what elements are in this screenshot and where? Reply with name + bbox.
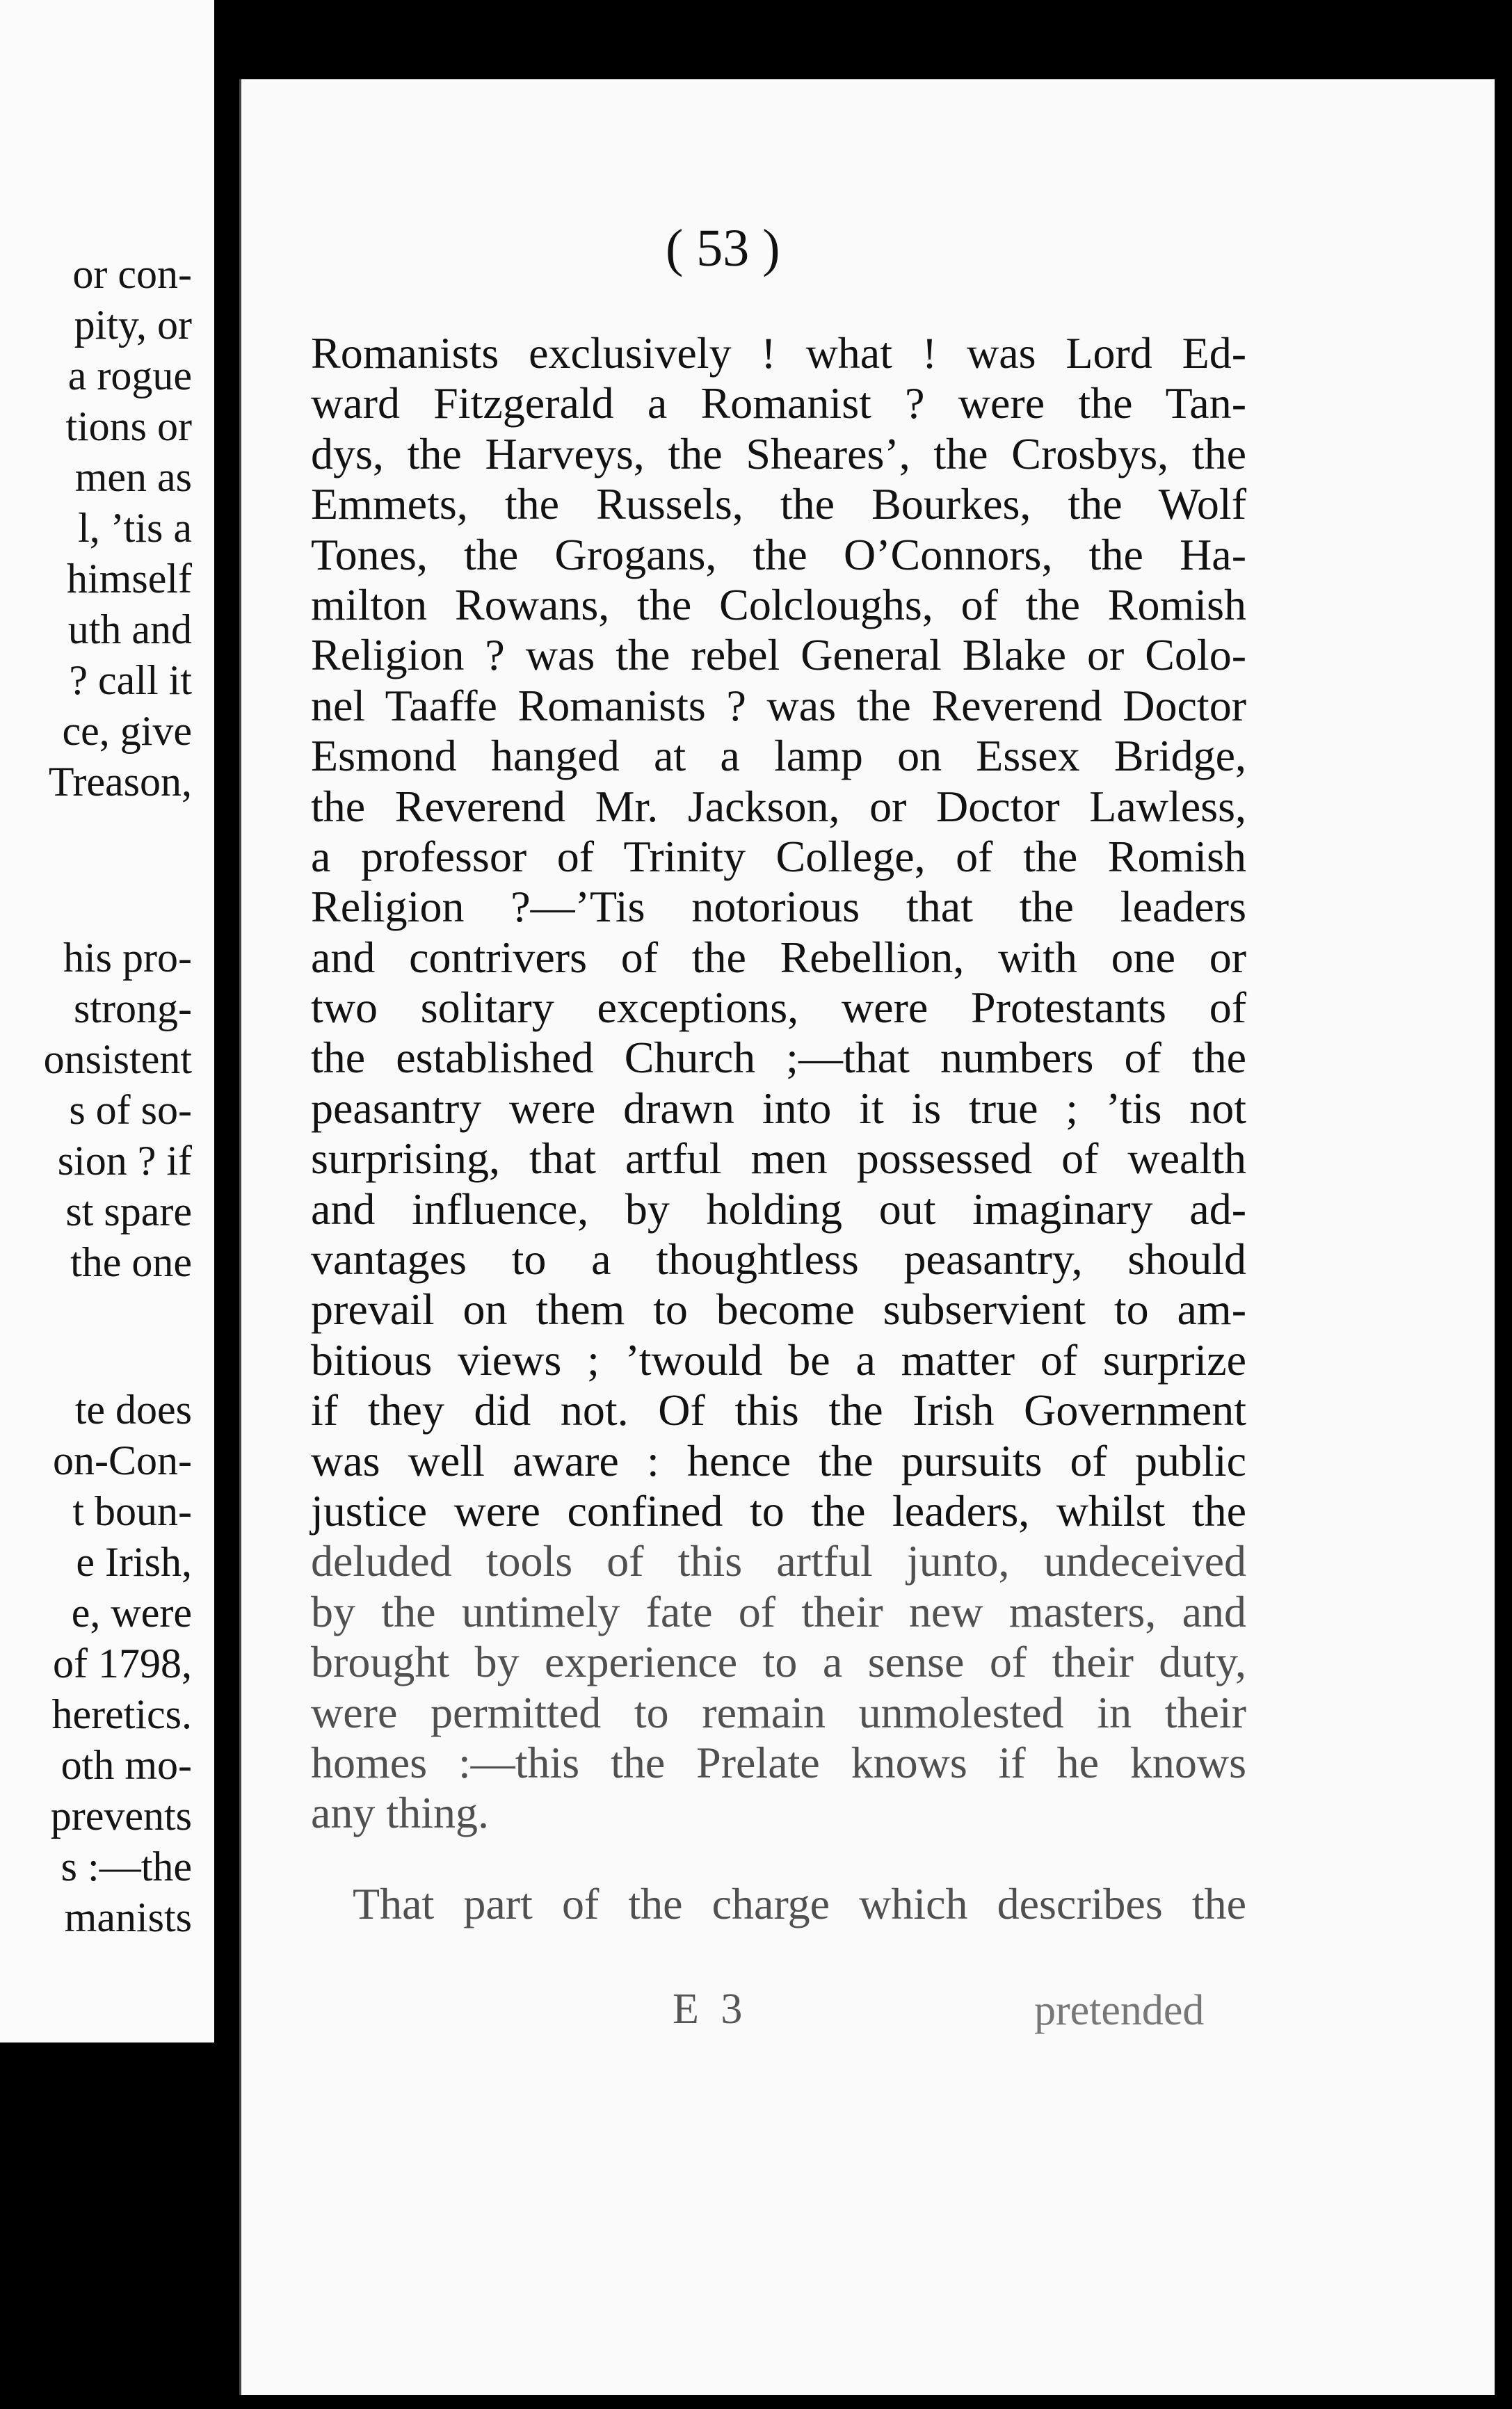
text-line: peasantry were drawn into it is true ; ’tis not [311,1083,1246,1133]
text-line: milton Rowans, the Colcloughs, of the Romish [311,579,1246,629]
text-line: vantages to a thoughtless peasantry, should [311,1234,1246,1284]
body-text [311,328,1246,1929]
left-page-line: s of so- [69,1087,192,1133]
text-line: nel Taaffe Romanists ? was the Reverend Doctor [311,680,1246,730]
left-page-line: a rogue [67,353,192,398]
left-page-line: st spare [65,1189,192,1234]
left-page-line: oth mo- [61,1742,192,1788]
left-page-line: tions or [65,403,192,449]
left-page-line: e, were [71,1590,192,1636]
text-line: surprising, that artful men possessed of wealth [311,1134,1246,1184]
text-line: Romanists exclusively ! what ! was Lord Ed- [311,328,1246,378]
left-page-line: of 1798, [53,1641,192,1686]
left-page-line: the one [70,1239,192,1285]
text-line: bitious views ; ’twould be a matter of surprize [311,1335,1246,1385]
signature-mark: E 3 [673,1985,748,2033]
text-line: justice were confined to the leaders, whilst the [311,1485,1246,1536]
left-page-line: onsistent [43,1036,192,1082]
left-page-line: s :—the [61,1844,192,1890]
text-line: dys, the Harveys, the Sheares’, the Crosbys, the [311,428,1246,478]
text-line: and influence, by holding out imaginary ad- [311,1184,1246,1234]
text-line: Religion ? was the rebel General Blake or Colo- [311,630,1246,680]
text-line: brought by experience to a sense of their duty, [311,1637,1246,1687]
left-page-line: ? call it [69,657,192,703]
text-line: Esmond hanged at a lamp on Essex Bridge, [311,731,1246,781]
text-line: a professor of Trinity College, of the Romish [311,831,1246,881]
text-line: was well aware : hence the pursuits of public [311,1435,1246,1485]
left-page-line: or con- [72,251,192,297]
left-page-line: Treason, [48,759,192,805]
left-page-line: heretics. [51,1691,192,1737]
text-line: homes :—this the Prelate knows if he knows [311,1737,1246,1787]
page-number: ( 53 ) [666,219,780,277]
left-page-line: prevents [50,1793,192,1839]
catchword: pretended [1034,1987,1205,2034]
text-line: Religion ?—’Tis notorious that the leaders [311,882,1246,932]
facing-page-left [0,0,214,2043]
left-page-line: sion ? if [57,1138,192,1184]
text-line: if they did not. Of this the Irish Government [311,1385,1246,1435]
left-page-line: e Irish, [76,1539,192,1585]
text-line: any thing. [311,1788,489,1838]
left-page-line: on-Con- [53,1437,192,1483]
left-page-line: t boun- [72,1488,192,1534]
text-line: the Reverend Mr. Jackson, or Doctor Lawless, [311,781,1246,831]
book-page [239,79,1495,2395]
text-line: deluded tools of this artful junto, undeceived [311,1536,1246,1586]
text-line: Emmets, the Russels, the Bourkes, the Wolf [311,479,1246,529]
text-line: Tones, the Grogans, the O’Connors, the Ha- [311,529,1246,579]
text-line: two solitary exceptions, were Protestants of [311,983,1246,1033]
text-line: by the untimely fate of their new masters, and [311,1586,1246,1636]
left-page-line: men as [74,454,192,500]
left-page-line: uth and [67,606,192,652]
left-page-line: manists [64,1894,192,1940]
text-line: ward Fitzgerald a Romanist ? were the Tan- [311,378,1246,428]
next-paragraph-line: That part of the charge which describes the [353,1878,1246,1928]
left-page-line: strong- [74,985,192,1031]
text-line: the established Church ;—that numbers of the [311,1033,1246,1083]
left-page-line: his pro- [63,935,192,981]
left-page-line: te does [74,1387,192,1433]
left-page-line: pity, or [74,302,192,348]
left-page-line: l, ’tis a [78,505,192,551]
left-page-line: himself [67,556,192,602]
text-line: and contrivers of the Rebellion, with one or [311,932,1246,982]
left-page-line: ce, give [62,708,192,754]
text-line: prevail on them to become subservient to am- [311,1284,1246,1335]
text-line: were permitted to remain unmolested in their [311,1687,1246,1737]
